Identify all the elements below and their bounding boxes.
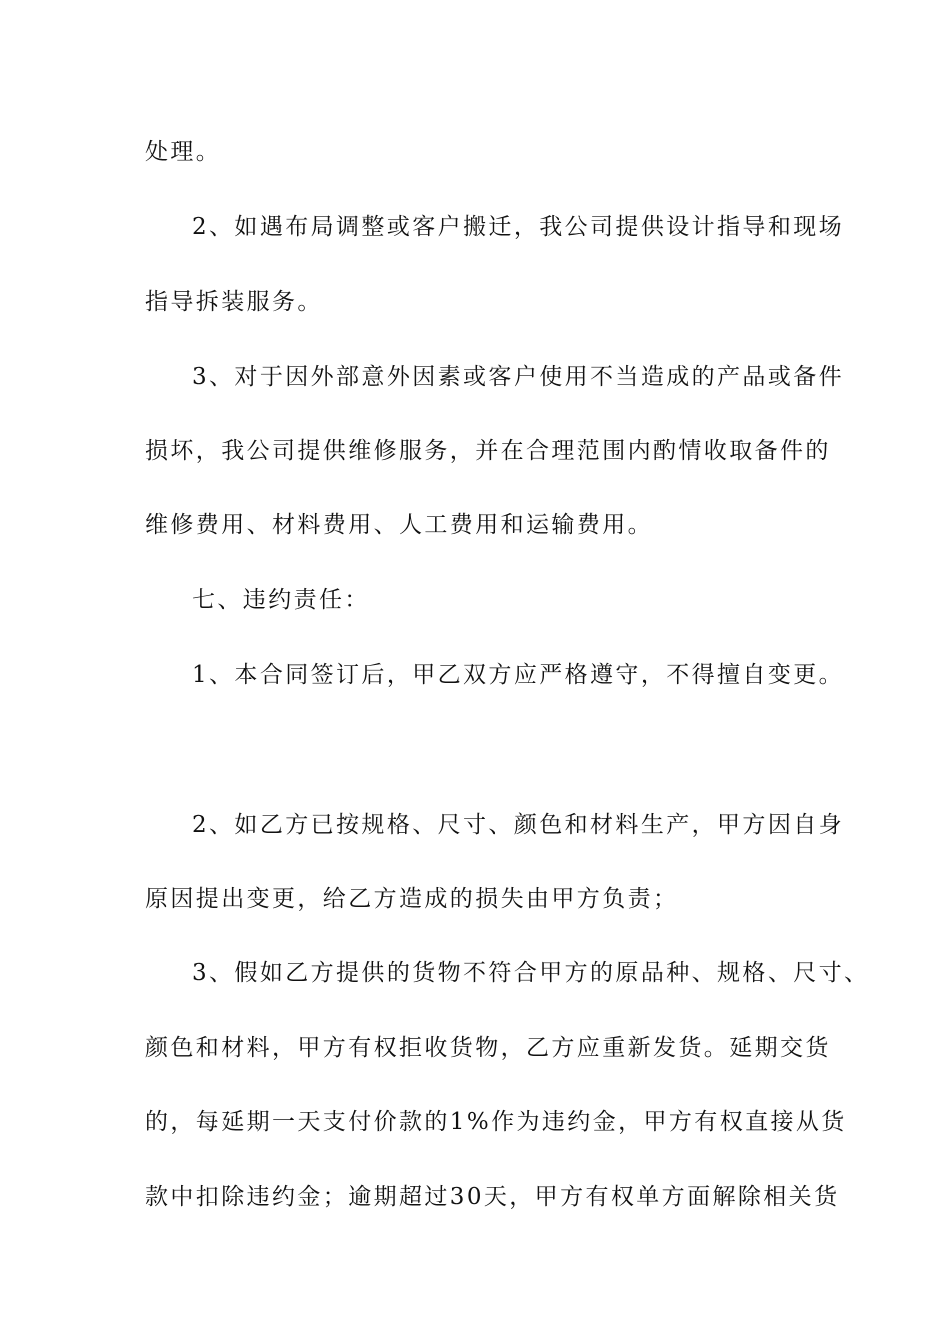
paragraph-line: 款中扣除违约金；逾期超过30天，甲方有权单方面解除相关货 — [145, 1184, 840, 1210]
paragraph-line: 的，每延期一天支付价款的1%作为违约金，甲方有权直接从货 — [145, 1109, 847, 1135]
paragraph-line: 2、如乙方已按规格、尺寸、颜色和材料生产，甲方因自身 — [192, 812, 845, 838]
paragraph-line: 颜色和材料，甲方有权拒收货物，乙方应重新发货。延期交货 — [145, 1035, 831, 1061]
paragraph-line: 原因提出变更，给乙方造成的损失由甲方负责； — [145, 886, 679, 912]
section-heading: 七、违约责任： — [192, 587, 370, 613]
paragraph-line: 1、本合同签订后，甲乙双方应严格遵守，不得擅自变更。 — [192, 662, 845, 688]
paragraph-line: 损坏，我公司提供维修服务，并在合理范围内酌情收取备件的 — [145, 438, 831, 464]
paragraph-line: 维修费用、材料费用、人工费用和运输费用。 — [145, 512, 653, 538]
paragraph-line: 3、假如乙方提供的货物不符合甲方的原品种、规格、尺寸、 — [192, 960, 870, 986]
paragraph-line: 指导拆装服务。 — [145, 289, 323, 315]
paragraph-line: 处理。 — [145, 139, 222, 165]
paragraph-line: 3、对于因外部意外因素或客户使用不当造成的产品或备件 — [192, 364, 845, 390]
paragraph-line: 2、如遇布局调整或客户搬迁，我公司提供设计指导和现场 — [192, 214, 845, 240]
